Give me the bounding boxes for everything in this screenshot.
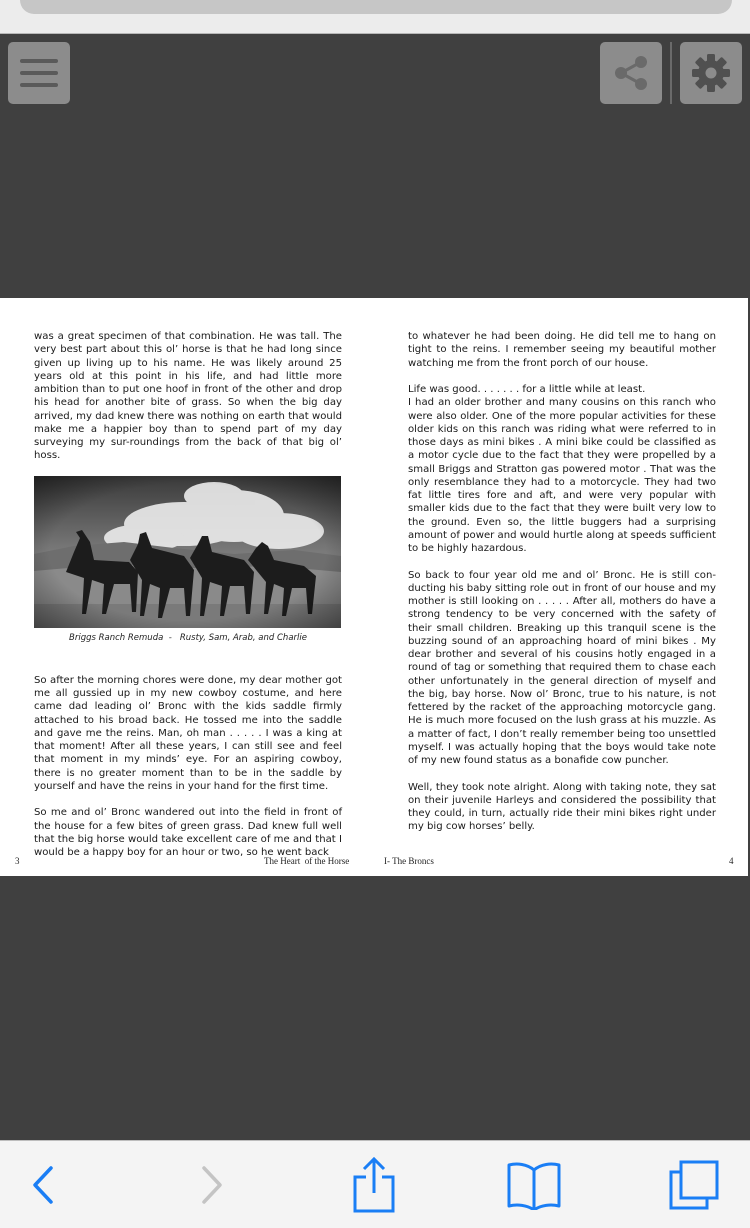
browser-bottom-bar [0,1140,750,1228]
paragraph: So after the morning chores were done, my dear mother got me all gussied up in my new cowboy costume, and here came dad leading ol’ Bronc with the kids saddle firmly attached to his broad back. He tossed me into the saddle and gave me the reins. Man, oh man . . . . . I was a king at that moment! After all these years, I can still see and feel that moment in my minds’ eye. For an aspiring cowboy, there is no greater moment than to be in the saddle by yourself and have the reins in your hand for the first time. [34,674,342,792]
paragraph: was a great specimen of that combination. He was tall. The very best part about this ol’ horse is that he had long since given up living up to his name. He was likely around 25 years old at this point in his life, and had little more ambition than to put one hoof in front of the other and drop his head for another bite of grass. So when the big day arrived, my dad knew there was nothing on earth that would make me a happier boy than to spend part of my day surveying my sur-roundings from the back of that big ol’ hoss. [34,331,342,462]
share-icon [614,55,648,91]
paragraph: So me and ol’ Bronc wandered out into the field in front of the house for a few bites of green grass. Dad knew full well that the big horse would take excellent care of me and that I would be a happy boy for an hour or two, so he went back [34,807,342,858]
settings-button[interactable] [680,42,742,104]
share-up-icon [353,1157,395,1213]
paragraph: Well, they took note alright. Along with taking note, they sat on their juvenile Harleys and considered the possibility that they could, in turn, actually ride their mini bikes right under my big cow horses’ belly. [408,781,716,833]
browser-top-bar [0,0,750,34]
address-bar[interactable] [20,0,732,14]
toolbar-divider [670,42,672,104]
hamburger-icon [20,58,58,88]
left-page-number: 3 [15,856,20,866]
back-button[interactable] [13,1155,73,1215]
forward-button[interactable] [182,1155,242,1215]
paragraph: to whatever he had been doing. He did tell me to hang on tight to the reins. I remember seeing my beautiful mother watching me from the front porch of our house. [408,331,716,369]
gear-icon [691,53,731,93]
paragraph: I had an older brother and many cousins on this ranch who were also older. One of the more popular activities for these older kids on this ranch was riding what were referred to in those days as mini bikes . A mini bike could be classified as a motor cycle due to the fact that they were propelled by a small Briggs and Stratton gas powered motor . That was the only resemblance they had to a motorcycle. They had two fat little tires fore and aft, and were very popular with smaller kids due to the fact that they were built very low to the ground. Even so, the little buggers had a surprising amount of power and would hurtle along at speeds sufficient to be highly hazardous. [408,397,716,554]
bookmarks-button[interactable] [504,1155,564,1215]
tabs-icon [667,1158,721,1212]
right-page-number: 4 [729,856,734,866]
menu-button[interactable] [8,42,70,104]
chevron-left-icon [31,1165,55,1205]
horses-photo [34,476,341,628]
book-icon [507,1160,561,1210]
chevron-right-icon [200,1165,224,1205]
book-page-spread [0,298,748,876]
paragraph: Life was good. . . . . . . for a little while at least. [408,384,646,395]
share-button[interactable] [600,42,662,104]
book-title: The Heart of the Horse [264,856,350,866]
photo-caption: Briggs Ranch Remuda - Rusty, Sam, Arab, and Charlie [69,632,307,643]
right-page-column [408,330,716,834]
left-page-column [34,330,342,859]
chapter-title: I- The Broncs [384,856,434,866]
paragraph: So back to four year old me and ol’ Bronc. He is still con-ducting his baby sitting role out in front of our house and my mother is still looking on . . . . . After all, mothers do have a strong tendency to be very concerned with the safety of their small children. Breaking up this tranquil scene is the buzzing sound of an approaching hoard of mini bikes . My dear brother and several of his cousins hotly engaged in a round of tag or something that required them to chase each other unfortunately in the general direction of myself and the big, bay horse. Now ol’ Bronc, true to his nature, is not fettered by the racket of the approaching motorcycle gang. He is much more focused on the lush grass at his muzzle. As a matter of fact, I don’t really remember being too unsettled myself. I was actually hoping that the boys would take note of my new found status as a bonafide cow puncher. [408,569,716,766]
share-sheet-button[interactable] [344,1155,404,1215]
tabs-button[interactable] [664,1155,724,1215]
